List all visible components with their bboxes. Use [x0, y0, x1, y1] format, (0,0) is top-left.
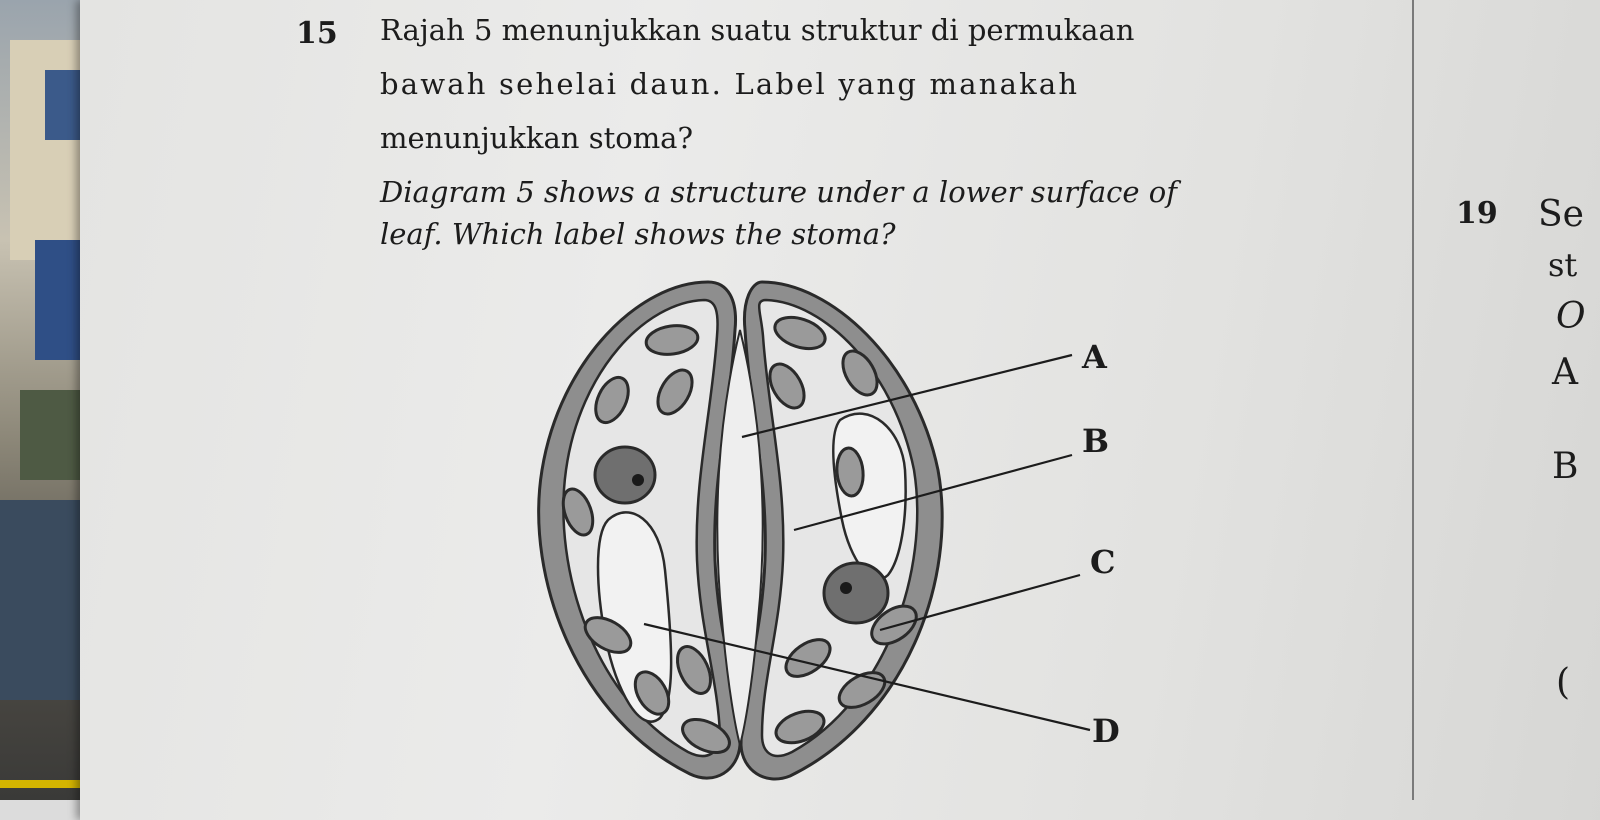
question-number: 15: [296, 16, 338, 51]
question-19-text: O: [1556, 296, 1586, 337]
nucleus: [595, 447, 655, 503]
question-text-malay-line-2: bawah sehelai daun. Label yang manakah: [380, 67, 1080, 101]
question-text-english-line-2: leaf. Which label shows the stoma?: [380, 217, 896, 251]
label-a: A: [1082, 338, 1107, 376]
question-19-text: st: [1548, 246, 1578, 284]
question-19-option: A: [1552, 352, 1578, 393]
question-text-english-line-1: Diagram 5 shows a structure under a lower surface of: [380, 175, 1177, 209]
question-text-malay-line-3: menunjukkan stoma?: [380, 121, 694, 155]
label-d: D: [1092, 712, 1120, 750]
question-19-option: B: [1552, 446, 1579, 487]
question-19-option: (: [1556, 662, 1571, 703]
question-19-text: Se: [1538, 194, 1584, 235]
nucleus: [824, 563, 888, 623]
question-19-number: 19: [1456, 196, 1498, 231]
label-c: C: [1090, 543, 1116, 581]
nucleolus: [632, 474, 644, 486]
label-b: B: [1082, 422, 1110, 460]
nucleolus: [840, 582, 852, 594]
question-text-malay-line-1: Rajah 5 menunjukkan suatu struktur di permukaan: [380, 13, 1135, 47]
